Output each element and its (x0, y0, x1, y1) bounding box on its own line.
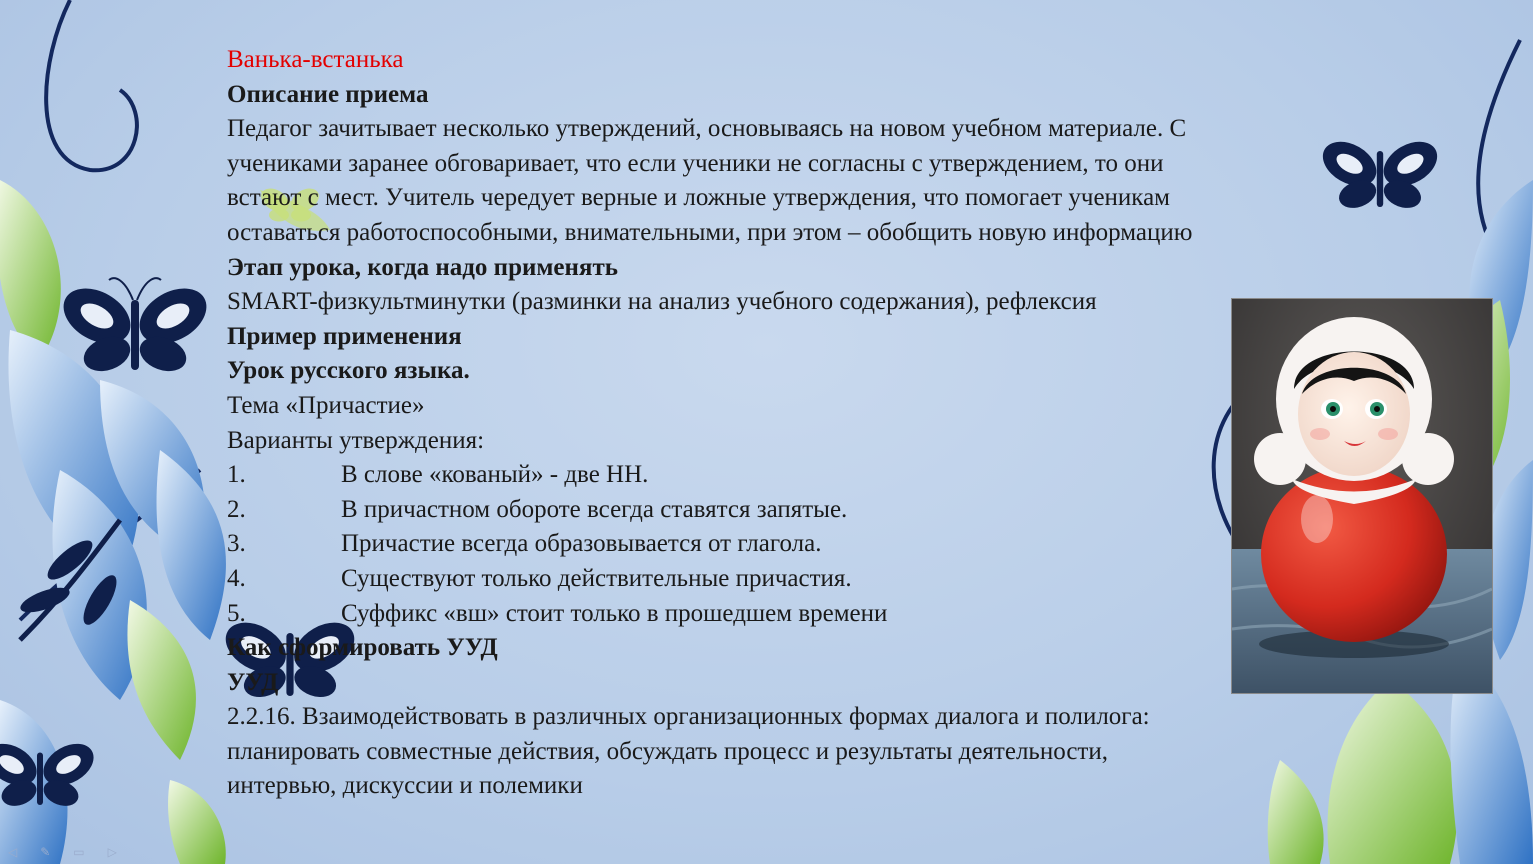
slide-title: Ванька-встанька (227, 46, 404, 73)
statement-item (227, 493, 1357, 528)
uud-line: планировать совместные действия, обсуждать процесс и результаты деятельности, (227, 737, 1108, 765)
lesson-title: Урок русского языка. (227, 357, 470, 385)
leaf-decoration (127, 600, 195, 760)
leaf-decoration (0, 180, 61, 360)
statement-text: В слове «кованый» - две НН. (341, 461, 649, 489)
statement-number: 1. (227, 461, 246, 489)
statement-item (227, 562, 1357, 597)
statement-item (227, 458, 1357, 493)
slide-text (227, 43, 1357, 804)
stage-text: SMART-физкультминутки (разминки на анализ учебного содержания), рефлексия (227, 288, 1097, 316)
lesson-topic: Тема «Причастие» (227, 391, 425, 419)
statement-text: В причастном обороте всегда ставятся запятые. (341, 495, 848, 523)
leaf-decoration (157, 450, 226, 640)
statement-text: Суффикс «вш» стоит только в прошедшем времени (341, 599, 888, 627)
heading-description: Описание приема (227, 80, 429, 108)
description-line: встают с мест. Учитель чередует верные и ложные утверждения, что помогает ученикам (227, 184, 1170, 212)
heading-example: Пример применения (227, 322, 462, 350)
statement-number: 3. (227, 530, 246, 558)
description-line: учениками заранее обговаривает, что если ученики не согласны с утверждением, то они (227, 149, 1164, 177)
statement-number: 2. (227, 495, 246, 523)
description-line: Педагог зачитывает несколько утверждений, основываясь на новом учебном материале. С (227, 115, 1187, 143)
heading-stage: Этап урока, когда надо применять (227, 253, 618, 281)
description-line: оставаться работоспособными, внимательными, при этом – обобщить новую информацию (227, 218, 1193, 246)
variants-label: Варианты утверждения: (227, 426, 485, 454)
statement-item (227, 527, 1357, 562)
heading-uud: Как сформировать УУД (227, 634, 498, 662)
statement-text: Причастие всегда образовывается от глагола. (341, 530, 822, 558)
statement-number: 4. (227, 564, 246, 592)
uud-line: 2.2.16. Взаимодействовать в различных организационных формах диалога и полилога: (227, 703, 1150, 731)
swirl-decoration (46, 0, 137, 170)
statement-text: Существуют только действительные причастия. (341, 564, 852, 592)
uud-line: интервью, дискуссии и полемики (227, 772, 583, 800)
slide-nav-controls[interactable]: ◁ ✎ ▭ ▷ (8, 845, 127, 859)
statement-item (227, 597, 1357, 632)
leaf-decoration (168, 780, 226, 864)
statement-number: 5. (227, 599, 246, 627)
uud-label: УУД (227, 668, 279, 696)
doll-photo (1231, 298, 1493, 694)
butterfly-icon (54, 277, 216, 377)
